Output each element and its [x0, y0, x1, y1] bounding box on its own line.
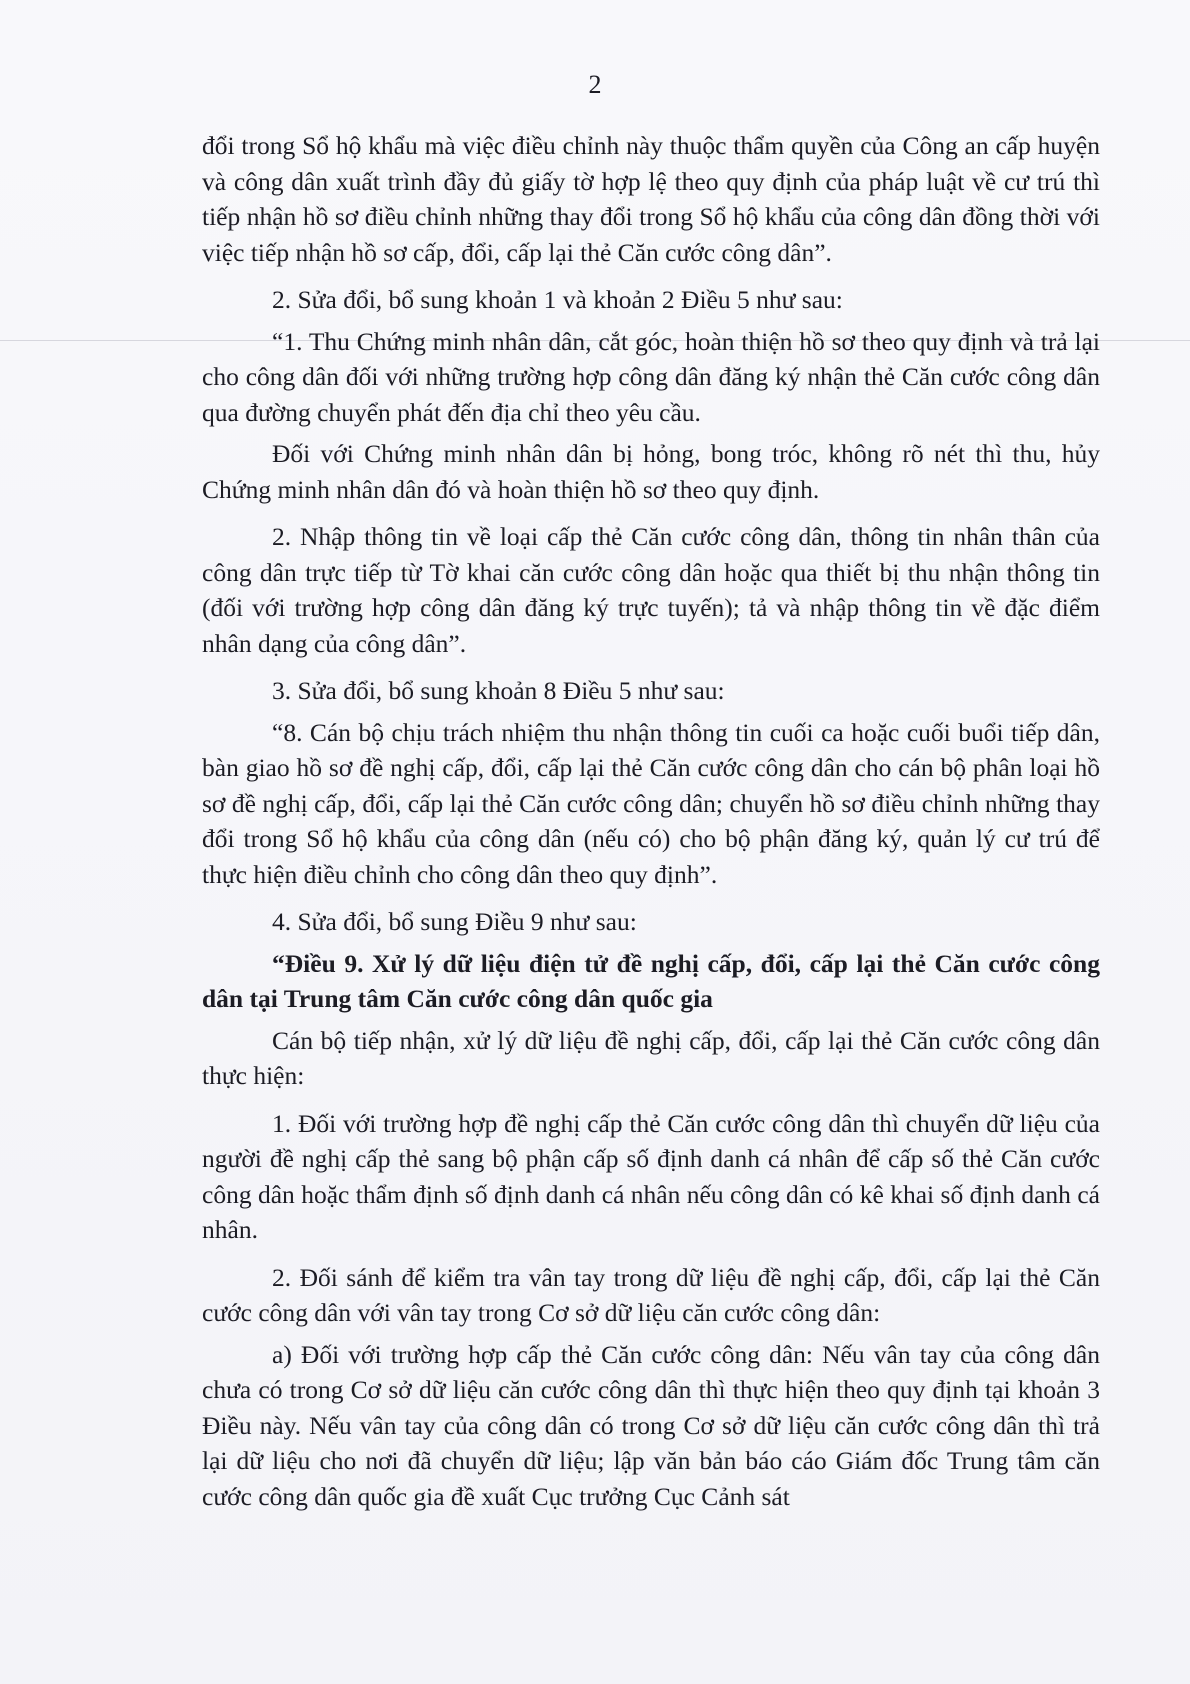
paragraph-clause-2: 2. Nhập thông tin về loại cấp thẻ Căn cước công dân, thông tin nhân thân của công dân trực tiếp từ Tờ khai căn cước công dân hoặc qua thiết bị thu nhận thông tin (đối với trường hợp công dân đăng ký trực tuyến); tả và nhập thông tin về đặc điểm nhân dạng của công dân”. [202, 522, 1100, 658]
paragraph-item-2: 2. Đối sánh để kiểm tra vân tay trong dữ liệu đề nghị cấp, đổi, cấp lại thẻ Căn cước công dân với vân tay trong Cơ sở dữ liệu căn cước công dân: [202, 1262, 1100, 1327]
article-9-heading: “Điều 9. Xử lý dữ liệu điện tử đề nghị cấp, đổi, cấp lại thẻ Căn cước công dân tại Trung tâm Căn cước công dân quốc gia [202, 948, 1100, 1013]
document-body [202, 128, 1100, 1526]
paragraph-damaged-id: Đối với Chứng minh nhân dân bị hỏng, bong tróc, không rõ nét thì thu, hủy Chứng minh nhân dân đó và hoàn thiện hồ sơ theo quy định. [202, 439, 1100, 504]
paragraph-amendment-4: 4. Sửa đổi, bổ sung Điều 9 như sau: [272, 907, 637, 936]
paragraph-item-1: 1. Đối với trường hợp đề nghị cấp thẻ Căn cước công dân thì chuyển dữ liệu của người đề nghị cấp thẻ sang bộ phận cấp số định danh cá nhân để cấp số thẻ Căn cước công dân hoặc thẩm định số định danh cá nhân nếu công dân có kê khai số định danh cá nhân. [202, 1108, 1100, 1244]
paragraph-amendment-2: 2. Sửa đổi, bổ sung khoản 1 và khoản 2 Điều 5 như sau: [272, 285, 843, 314]
paragraph-amendment-3: 3. Sửa đổi, bổ sung khoản 8 Điều 5 như sau: [272, 676, 725, 705]
paragraph-continuation: đổi trong Sổ hộ khẩu mà việc điều chỉnh này thuộc thẩm quyền của Công an cấp huyện và công dân xuất trình đầy đủ giấy tờ hợp lệ theo quy định của pháp luật về cư trú thì tiếp nhận hồ sơ điều chỉnh những thay đổi trong Sổ hộ khẩu của công dân đồng thời với việc tiếp nhận hồ sơ cấp, đổi, cấp lại thẻ Căn cước công dân”. [202, 131, 1100, 267]
page-number: 2 [588, 70, 602, 99]
paragraph-clause-1: “1. Thu Chứng minh nhân dân, cắt góc, hoàn thiện hồ sơ theo quy định và trả lại cho công dân đối với những trường hợp công dân đăng ký nhận thẻ Căn cước công dân qua đường chuyển phát đến địa chỉ theo yêu cầu. [202, 326, 1100, 427]
paragraph-item-2a: a) Đối với trường hợp cấp thẻ Căn cước công dân: Nếu vân tay của công dân chưa có trong Cơ sở dữ liệu căn cước công dân thì thực hiện theo quy định tại khoản 3 Điều này. Nếu vân tay của công dân có trong Cơ sở dữ liệu căn cước công dân thì trả lại dữ liệu cho nơi đã chuyển dữ liệu; lập văn bản báo cáo Giám đốc Trung tâm căn cước công dân quốc gia đề xuất Cục trưởng Cục Cảnh sát [202, 1339, 1100, 1511]
paragraph-clause-8: “8. Cán bộ chịu trách nhiệm thu nhận thông tin cuối ca hoặc cuối buổi tiếp dân, bàn giao hồ sơ đề nghị cấp, đổi, cấp lại thẻ Căn cước công dân cho cán bộ phân loại hồ sơ đề nghị cấp, đổi, cấp lại thẻ Căn cước công dân; chuyển hồ sơ điều chỉnh những thay đổi trong Sổ hộ khẩu của công dân (nếu có) cho bộ phận đăng ký, quản lý cư trú để thực hiện điều chỉnh cho công dân theo quy định”. [202, 717, 1100, 889]
paragraph-officer-tasks: Cán bộ tiếp nhận, xử lý dữ liệu đề nghị cấp, đổi, cấp lại thẻ Căn cước công dân thực hiện: [202, 1025, 1100, 1090]
